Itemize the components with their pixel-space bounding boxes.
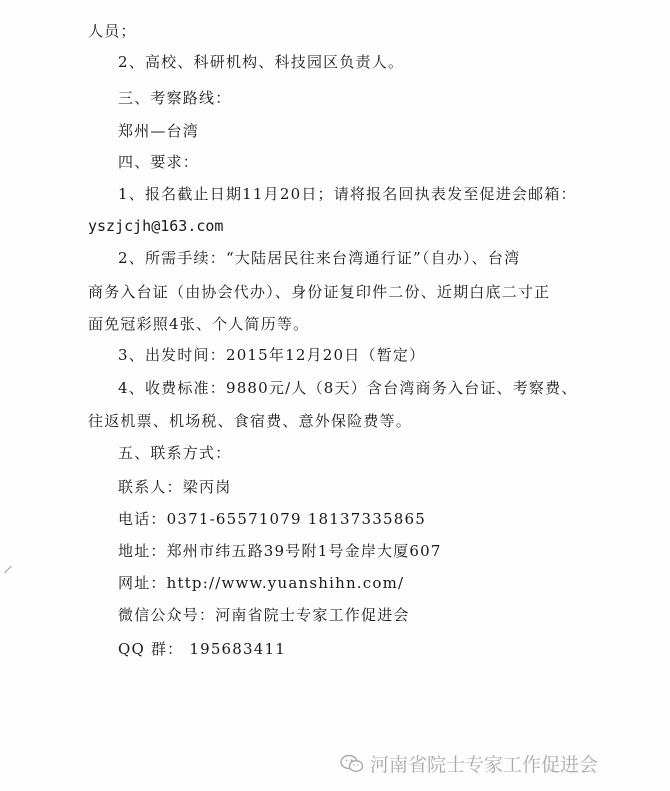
text-line-13: 往返机票、机场税、食宿费、意外保险费等。 [88,412,413,430]
text-line-11: 3、出发时间：2015年12月20日（暂定） [118,346,426,364]
text-line-1: 人员； [88,22,137,40]
text-line-7: yszjcjh@163.com [88,217,224,235]
text-line-2: 2、高校、科研机构、科技园区负责人。 [118,53,405,71]
text-line-16: 电话：0371-65571079 18137335865 [118,510,426,528]
text-line-19: 微信公众号：河南省院士专家工作促进会 [118,606,410,624]
text-line-12: 4、收费标准：9880元/人（8天）含台湾商务入台证、考察费、 [118,379,578,397]
text-line-9: 商务入台证（由协会代办）、身份证复印件二份、近期白底二寸正 [88,283,551,301]
text-line-17: 地址：郑州市纬五路39号附1号金岸大厦607 [118,542,442,560]
text-line-6: 1、报名截止日期11月20日；请将报名回执表发至促进会邮箱： [118,185,577,203]
text-line-20: QQ 群： 195683411 [118,640,287,658]
text-line-5: 四、要求： [118,153,200,171]
watermark [340,750,598,777]
text-line-18: 网址：http://www.yuanshihn.com/ [118,574,405,592]
text-line-8: 2、所需手续：“大陆居民往来台湾通行证”（自办）、台湾 [118,249,521,267]
watermark-text: 河南省院士专家工作促进会 [370,754,599,776]
wechat-icon [340,754,364,774]
text-line-3: 三、考察路线： [118,89,232,107]
text-line-14: 五、联系方式： [118,444,232,462]
text-line-4: 郑州—台湾 [118,122,200,140]
margin-mark [4,566,19,581]
text-line-15: 联系人：梁丙岗 [118,478,232,496]
text-line-10: 面免冠彩照4张、个人简历等。 [88,315,310,333]
